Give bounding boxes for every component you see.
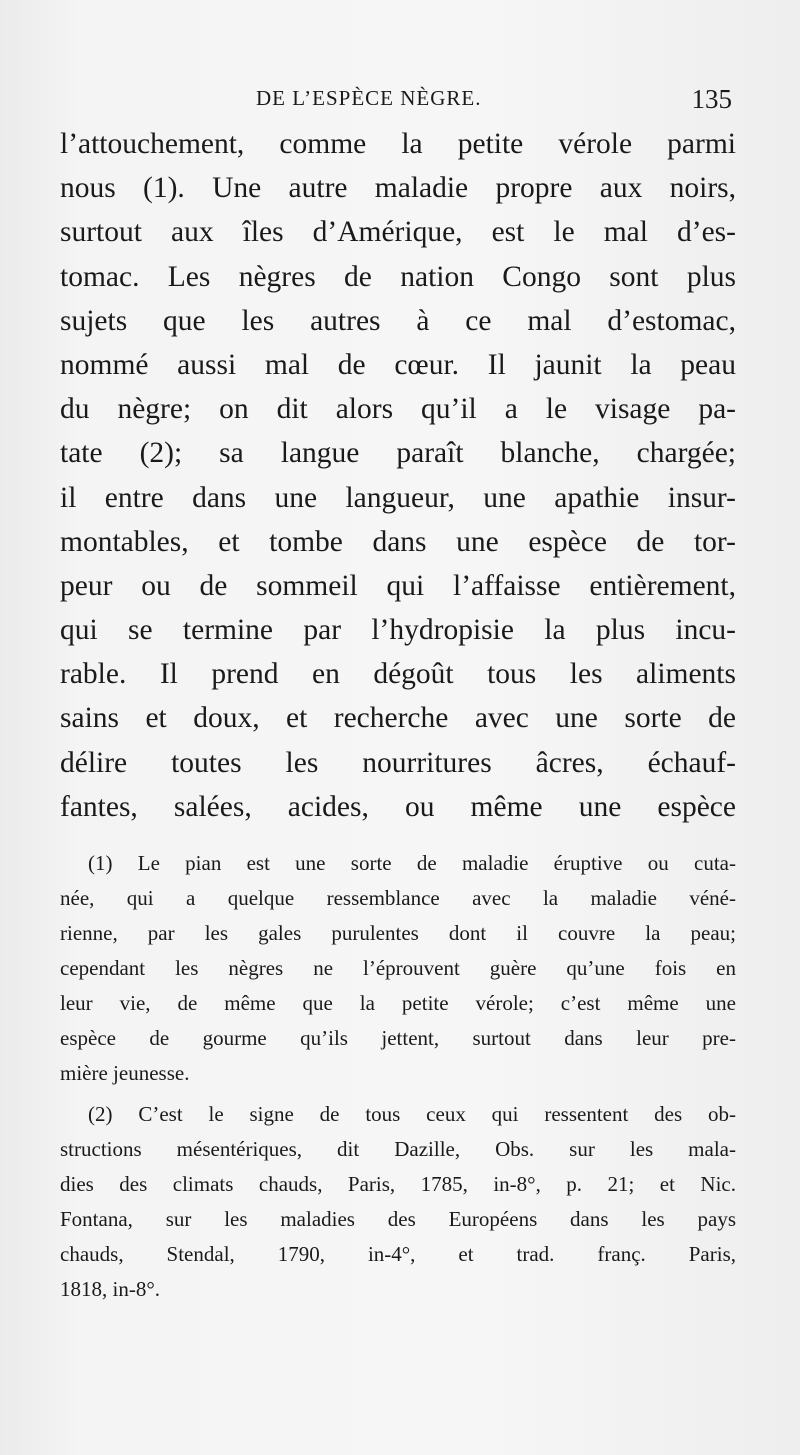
footnote-2 bbox=[60, 1097, 736, 1307]
text-line: il entre dans une langueur, une apathie insur- bbox=[60, 481, 736, 514]
text-line: surtout aux îles d’Amérique, est le mal d’es- bbox=[60, 216, 736, 249]
page-number: 135 bbox=[691, 84, 732, 114]
text-line: rable. Il prend en dégoût tous les aliments bbox=[60, 658, 736, 691]
footnote-line: structions mésentériques, dit Dazille, Obs. sur les mala- bbox=[60, 1137, 736, 1161]
text-line: nous (1). Une autre maladie propre aux noirs, bbox=[60, 172, 736, 205]
text-line: l’attouchement, comme la petite vérole parmi bbox=[60, 128, 736, 160]
footnote-line: cependant les nègres ne l’éprouvent guère qu’une fois en bbox=[60, 956, 736, 980]
footnote-line: leur vie, de même que la petite vérole; c’est même une bbox=[60, 991, 736, 1015]
footnote-line: Fontana, sur les maladies des Européens dans les pays bbox=[60, 1207, 736, 1231]
text-line: sains et doux, et recherche avec une sorte de bbox=[60, 702, 736, 735]
footnote-line: (1) Le pian est une sorte de maladie éruptive ou cuta- bbox=[88, 851, 736, 875]
footnote-line: chauds, Stendal, 1790, in-4°, et trad. franç. Paris, bbox=[60, 1242, 736, 1266]
footnote-1 bbox=[60, 846, 736, 1091]
footnote-line: espèce de gourme qu’ils jettent, surtout dans leur pre- bbox=[60, 1026, 736, 1050]
footnote-line: née, qui a quelque ressemblance avec la maladie véné- bbox=[60, 886, 736, 910]
text-line: tate (2); sa langue paraît blanche, chargée; bbox=[60, 437, 736, 470]
footnote-line: mière jeunesse. bbox=[60, 1061, 190, 1085]
text-line: montables, et tombe dans une espèce de tor- bbox=[60, 525, 736, 558]
footnote-line: dies des climats chauds, Paris, 1785, in-8°, p. 21; et Nic. bbox=[60, 1172, 736, 1196]
footnotes bbox=[60, 846, 736, 1307]
text-line: délire toutes les nourritures âcres, échauf- bbox=[60, 746, 736, 779]
text-line: du nègre; on dit alors qu’il a le visage pa- bbox=[60, 393, 736, 426]
footnote-line: 1818, in-8°. bbox=[60, 1277, 160, 1301]
running-head: DE L’ESPÈCE NÈGRE. bbox=[256, 86, 482, 110]
text-line: peur ou de sommeil qui l’affaisse entièrement, bbox=[60, 569, 736, 602]
footnote-line: (2) C’est le signe de tous ceux qui ressentent des ob- bbox=[88, 1102, 736, 1126]
text-line: fantes, salées, acides, ou même une espèce bbox=[60, 790, 736, 823]
text-line: tomac. Les nègres de nation Congo sont plus bbox=[60, 260, 736, 293]
text-line: qui se termine par l’hydropisie la plus incu- bbox=[60, 614, 736, 647]
footnote-line: rienne, par les gales purulentes dont il couvre la peau; bbox=[60, 921, 736, 945]
page-header bbox=[60, 84, 736, 120]
text-line: sujets que les autres à ce mal d’estomac, bbox=[60, 304, 736, 337]
main-text bbox=[60, 122, 736, 829]
text-line: nommé aussi mal de cœur. Il jaunit la peau bbox=[60, 348, 736, 381]
